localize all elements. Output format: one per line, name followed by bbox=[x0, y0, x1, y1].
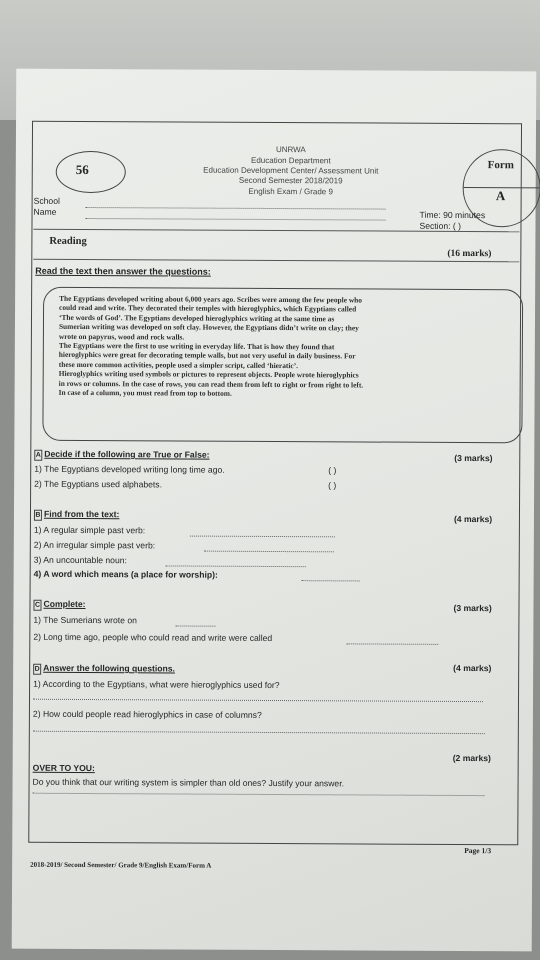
exam-number-circle bbox=[56, 151, 126, 193]
section-d-item-1: 1) According to the Egyptians, what were hieroglyphics used for? bbox=[33, 678, 280, 691]
section-c-item-2: 2) Long time ago, people who could read and write were called bbox=[33, 631, 273, 643]
section-d-item-2: 2) How could people read hieroglyphics in case of columns? bbox=[32, 708, 262, 720]
passage-line: Hieroglyphics writing used symbols or pictures to represent objects. People wrote hieroglyphics bbox=[58, 369, 359, 380]
section-a-item-1: 1) The Egyptians developed writing long time ago. bbox=[34, 463, 225, 475]
answer-line[interactable] bbox=[175, 625, 215, 626]
section-d-title-text: Answer the following questions. bbox=[43, 662, 175, 674]
over-question: Do you think that our writing system is simpler than old ones? Justify your answer. bbox=[32, 776, 345, 789]
passage-line: hieroglyphics were great for decorating temple walls, but not very useful in daily business. For bbox=[58, 350, 356, 361]
department: Education Department bbox=[250, 155, 331, 166]
section-a-item-2: 2) The Egyptians used alphabets. bbox=[34, 478, 163, 490]
school-label: School bbox=[33, 195, 60, 206]
passage-line: these more common activities, people used a simpler script, called ‘hieratic’. bbox=[58, 359, 299, 370]
passage-line: could read and write. They decorated their temples with hieroglyphics, which Egyptians called bbox=[59, 303, 357, 314]
reading-passage-box bbox=[42, 287, 523, 444]
section-c-letter: C bbox=[33, 600, 41, 611]
passage-line: ‘The words of God’. The Egyptians developed hieroglyphics writing at the same time as bbox=[58, 312, 335, 324]
exam-title: English Exam / Grade 9 bbox=[248, 186, 333, 197]
section-a-answer-2[interactable]: ( ) bbox=[328, 480, 337, 491]
page-number: Page 1/3 bbox=[464, 846, 492, 856]
section-a-answer-1[interactable]: ( ) bbox=[328, 465, 337, 476]
exam-paper bbox=[12, 69, 537, 952]
section-d-letter: D bbox=[33, 664, 41, 675]
section-b-item-1: 1) A regular simple past verb: bbox=[33, 524, 146, 536]
reading-marks: (16 marks) bbox=[447, 248, 492, 260]
section-a-title bbox=[34, 449, 209, 462]
section-b-item-2: 2) An irregular simple past verb: bbox=[33, 539, 156, 551]
over-title: OVER TO YOU: bbox=[32, 762, 95, 774]
section-b-title-text: Find from the text: bbox=[43, 508, 120, 520]
section-b-item-3: 3) An uncountable noun: bbox=[33, 554, 127, 566]
reading-title: Reading bbox=[49, 235, 87, 248]
section-c-title-text: Complete: bbox=[43, 598, 86, 610]
reading-passage bbox=[59, 294, 510, 400]
exam-number: 56 bbox=[75, 161, 89, 178]
name-label: Name bbox=[33, 206, 57, 217]
form-label: Form bbox=[487, 159, 514, 172]
passage-line: The Egyptians were the first to use writing in everyday life. That is how they found that bbox=[58, 340, 335, 352]
passage-line: in rows or columns. In the case of rows, you can read them from left to right or from right to left. bbox=[58, 378, 364, 390]
section-d-marks: (4 marks) bbox=[453, 662, 492, 674]
section-c-marks: (3 marks) bbox=[453, 602, 492, 614]
section-b-letter: B bbox=[34, 510, 42, 521]
section-b-title bbox=[34, 509, 119, 521]
passage-line: Sumerian writing was developed on soft clay. However, the Egyptians didn’t write on clay; they bbox=[58, 322, 359, 333]
footer-text: 2018-2019/ Second Semester/ Grade 9/English Exam/Form A bbox=[30, 860, 212, 870]
section-d-title bbox=[33, 663, 175, 676]
over-marks: (2 marks) bbox=[452, 752, 491, 764]
passage-line: wrote on papyrus, wood and rock walls. bbox=[58, 331, 185, 342]
section-b-item-4: 4) A word which means (a place for worship): bbox=[33, 568, 218, 580]
section-a-title-text: Decide if the following are True or False: bbox=[44, 448, 210, 460]
section-a-marks: (3 marks) bbox=[454, 452, 493, 464]
section-b-marks: (4 marks) bbox=[453, 513, 493, 525]
center: Education Development Center/ Assessment Unit bbox=[203, 165, 379, 176]
passage-line: In case of a column, you must read from top to bottom. bbox=[58, 387, 232, 398]
section-a-letter: A bbox=[34, 450, 42, 461]
section-label: Section: ( ) bbox=[419, 220, 462, 231]
time-label: Time: 90 minutes bbox=[419, 209, 486, 221]
org-name: UNRWA bbox=[275, 145, 306, 155]
section-c-item-1: 1) The Sumerians wrote on bbox=[33, 614, 137, 626]
form-letter: A bbox=[495, 188, 506, 204]
passage-line: The Egyptians developed writing about 6,000 years ago. Scribes were among the few people who bbox=[59, 293, 363, 305]
semester: Second Semester 2018/2019 bbox=[238, 175, 343, 186]
section-c-title bbox=[33, 599, 85, 611]
reading-instruction: Read the text then answer the questions: bbox=[35, 265, 211, 277]
